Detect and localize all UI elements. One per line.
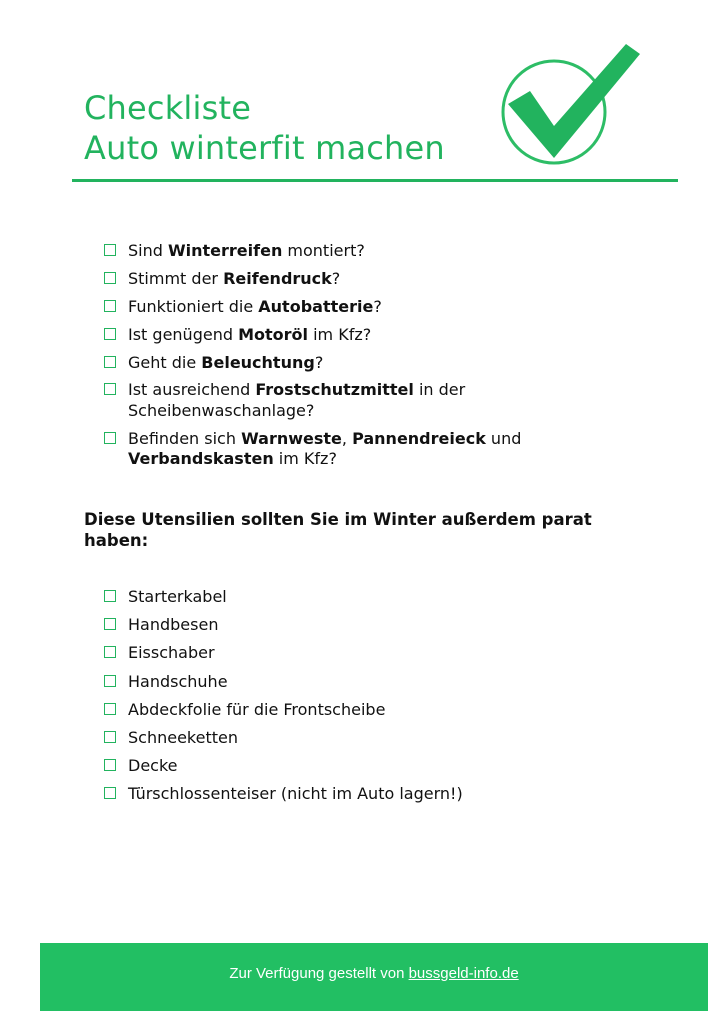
checkbox[interactable]	[104, 272, 116, 284]
checklist-item: Abdeckfolie für die Frontscheibe	[104, 700, 598, 721]
checklist-item: Decke	[104, 756, 598, 777]
checklist-item: Handbesen	[104, 615, 598, 636]
checkbox[interactable]	[104, 590, 116, 602]
checklist-item: Funktioniert die Autobatterie?	[104, 297, 598, 318]
checklist-item: Stimmt der Reifendruck?	[104, 269, 598, 290]
checkbox[interactable]	[104, 731, 116, 743]
footer-text: Zur Verfügung gestellt von bussgeld-info.de	[229, 965, 519, 982]
car-checklist	[104, 241, 598, 477]
footer-link[interactable]: bussgeld-info.de	[408, 965, 519, 982]
checkbox[interactable]	[104, 356, 116, 368]
checklist-item: Befinden sich Warnweste, Pannendreieck und Verbandskasten im Kfz?	[104, 429, 588, 470]
checklist-item: Ist genügend Motoröl im Kfz?	[104, 325, 598, 346]
checkmark-logo-icon	[494, 40, 642, 170]
document-title	[84, 88, 445, 168]
checkbox[interactable]	[104, 759, 116, 771]
title-line-2: Auto winterfit machen	[84, 129, 445, 167]
section-heading: Diese Utensilien sollten Sie im Winter außerdem parat haben:	[84, 510, 592, 550]
checklist-item: Ist ausreichend Frostschutzmittel in der Scheibenwaschanlage?	[104, 380, 528, 421]
checkbox[interactable]	[104, 787, 116, 799]
checklist-item: Geht die Beleuchtung?	[104, 353, 598, 374]
checkbox[interactable]	[104, 300, 116, 312]
checkbox[interactable]	[104, 703, 116, 715]
checkbox[interactable]	[104, 432, 116, 444]
checkbox[interactable]	[104, 383, 116, 395]
checklist-item: Handschuhe	[104, 672, 598, 693]
checklist-item: Sind Winterreifen montiert?	[104, 241, 598, 262]
checkbox[interactable]	[104, 675, 116, 687]
footer-banner	[40, 943, 708, 1011]
checklist-item: Eisschaber	[104, 643, 598, 664]
title-line-1: Checkliste	[84, 89, 252, 127]
checklist-item: Starterkabel	[104, 587, 598, 608]
checkbox[interactable]	[104, 618, 116, 630]
utensils-checklist	[104, 587, 598, 813]
checkbox[interactable]	[104, 646, 116, 658]
checkbox[interactable]	[104, 244, 116, 256]
checklist-item: Schneeketten	[104, 728, 598, 749]
checkbox[interactable]	[104, 328, 116, 340]
checklist-item: Türschlossenteiser (nicht im Auto lagern!)	[104, 784, 598, 805]
header-divider	[72, 179, 678, 182]
